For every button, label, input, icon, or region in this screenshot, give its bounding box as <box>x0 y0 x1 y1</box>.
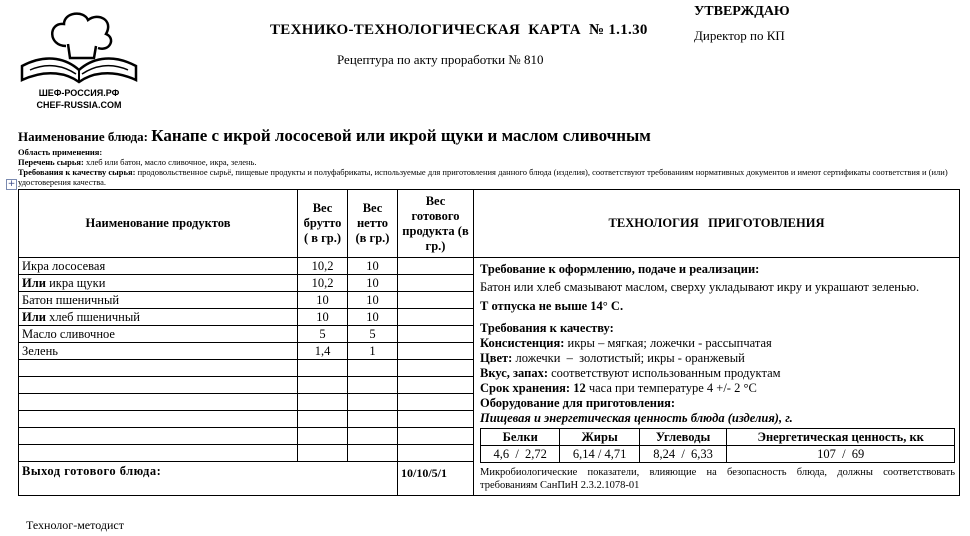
temperature-text: Т отпуска не выше 14° С. <box>480 299 624 313</box>
header-brutto: Вес брутто ( в гр.) <box>298 190 348 258</box>
product-name: Или хлеб пшеничный <box>19 309 298 326</box>
quality-title: Требования к качеству: <box>480 321 614 335</box>
dish-name-label: Наименование блюда: <box>18 129 148 144</box>
netto-cell: 1 <box>348 343 398 360</box>
nutrition-header-carbs: Углеводы <box>639 429 727 446</box>
card-title: ТЕХНИКО-ТЕХНОЛОГИЧЕСКАЯ КАРТА № 1.1.30 <box>270 22 648 38</box>
area-line <box>18 147 102 157</box>
table-header-row <box>19 190 960 258</box>
chef-russia-logo <box>18 8 140 114</box>
brutto-cell: 10,2 <box>298 258 348 275</box>
raw-materials-line <box>18 157 257 167</box>
ready-cell <box>398 258 474 275</box>
card-subtitle: Рецептура по акту проработки № 810 <box>337 52 544 67</box>
netto-cell: 5 <box>348 326 398 343</box>
header-product-name: Наименование продуктов <box>19 190 298 258</box>
nutrition-title: Пищевая и энергетическая ценность блюда (изделия), г. <box>480 411 793 425</box>
product-name: Батон пшеничный <box>19 292 298 309</box>
area-label: Область применения: <box>18 147 103 157</box>
raw-text: хлеб или батон, масло сливочное, икра, зелень. <box>85 157 257 167</box>
product-name: Зелень <box>19 343 298 360</box>
output-value: 10/10/5/1 <box>398 462 474 496</box>
brutto-cell: 1,4 <box>298 343 348 360</box>
nutrition-value-energy: 107 / 69 <box>727 446 955 463</box>
logo-text-com: CHEF-RUSSIA.COM <box>36 100 122 110</box>
consistency-line: Консистенция: икры – мягкая; ложечки - рассыпчатая <box>480 336 772 350</box>
output-label: Выход готового блюда: <box>19 462 398 496</box>
product-name: Икра лососевая <box>19 258 298 275</box>
netto-cell: 10 <box>348 292 398 309</box>
brutto-cell: 5 <box>298 326 348 343</box>
header-netto: Вес нетто (в гр.) <box>348 190 398 258</box>
brutto-cell: 10 <box>298 309 348 326</box>
logo-text-ru: ШЕФ-РОССИЯ.РФ <box>38 88 120 98</box>
nutrition-value-row <box>481 446 955 463</box>
netto-cell: 10 <box>348 275 398 292</box>
chef-hat-book-icon <box>18 8 140 88</box>
ready-cell <box>398 326 474 343</box>
dish-name: Канапе с икрой лососевой или икрой щуки и маслом сливочным <box>151 126 651 145</box>
dish-name-line <box>18 126 651 146</box>
header-technology: ТЕХНОЛОГИЯ ПРИГОТОВЛЕНИЯ <box>474 190 960 258</box>
nutrition-header-proteins: Белки <box>481 429 560 446</box>
ready-cell <box>398 292 474 309</box>
nutrition-value-proteins: 4,6 / 2,72 <box>481 446 560 463</box>
nutrition-header-energy: Энергетическая ценность, кк <box>727 429 955 446</box>
brutto-cell: 10 <box>298 292 348 309</box>
req-text: продовольственное сырьё, пищевые продукты и полуфабрикаты, используемые для приготовления данного блюда (изделия), соответствуют требованиям нормативных документов и имеют сертификаты соответствия и (или) удостоверения качества. <box>18 167 948 187</box>
technology-cell <box>474 258 960 496</box>
netto-cell: 10 <box>348 309 398 326</box>
nutrition-table <box>480 428 955 463</box>
table-move-handle-icon[interactable]: + <box>7 179 16 189</box>
raw-label: Перечень сырья: <box>18 157 84 167</box>
brutto-cell: 10,2 <box>298 275 348 292</box>
taste-line: Вкус, запах: соответствуют использованным продуктам <box>480 366 781 380</box>
ready-cell <box>398 275 474 292</box>
color-line: Цвет: ложечки – золотистый; икры - оранжевый <box>480 351 745 365</box>
nutrition-header-row <box>481 429 955 446</box>
decor-title: Требование к оформлению, подаче и реализации: <box>480 262 760 276</box>
product-name: Масло сливочное <box>19 326 298 343</box>
nutrition-value-fats: 6,14 / 4,71 <box>560 446 639 463</box>
ready-cell <box>398 309 474 326</box>
equipment-title: Оборудование для приготовления: <box>480 396 676 410</box>
microbiology-note: Микробиологические показатели, влияющие на безопасность блюда, должны соответствовать требованиям СанПиН 2.3.2.1078-01 <box>480 467 955 491</box>
approve-label: УТВЕРЖДАЮ <box>694 4 790 19</box>
recipe-table <box>18 189 960 496</box>
director-label: Директор по КП <box>694 28 785 43</box>
quality-requirements-line <box>18 167 953 187</box>
decor-text: Батон или хлеб смазывают маслом, сверху укладывают икру и украшают зеленью. <box>480 280 920 294</box>
technolog-signature-label: Технолог-методист <box>26 518 124 532</box>
req-label: Требования к качеству сырья: <box>18 167 136 177</box>
storage-line: Срок хранения: 12 часа при температуре 4 +/- 2 °С <box>480 381 757 395</box>
netto-cell: 10 <box>348 258 398 275</box>
nutrition-header-fats: Жиры <box>560 429 639 446</box>
nutrition-value-carbs: 8,24 / 6,33 <box>639 446 727 463</box>
header-ready-weight: Вес готового продукта (в гр.) <box>398 190 474 258</box>
ready-cell <box>398 343 474 360</box>
table-row <box>19 258 960 275</box>
product-name: Или икра щуки <box>19 275 298 292</box>
